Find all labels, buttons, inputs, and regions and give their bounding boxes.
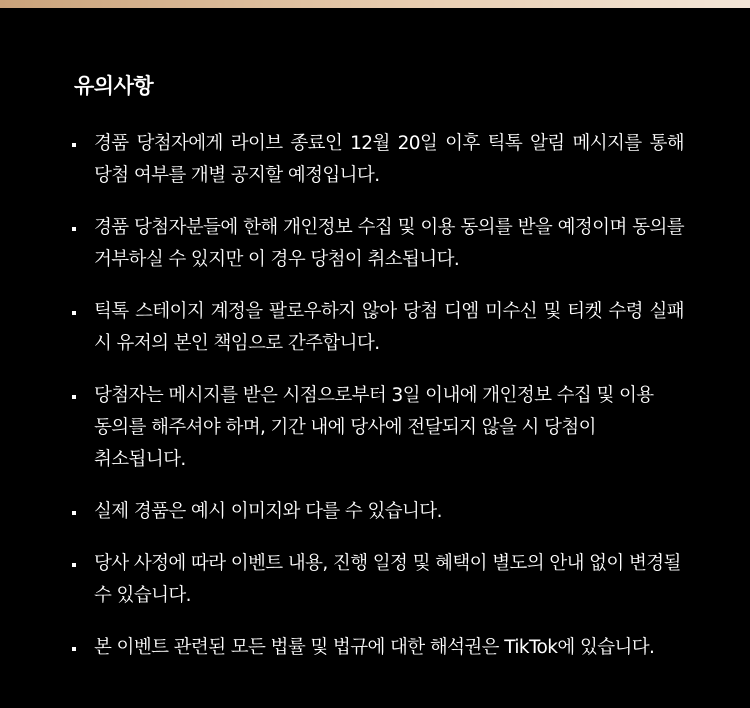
notice-item-1 (72, 128, 684, 192)
notice-text: 경품 당첨자에게 라이브 종료인 12월 20일 이후 틱톡 알림 메시지를 통해 당첨 여부를 개별 공지할 예정입니다. (94, 133, 684, 186)
notice-item-4 (72, 380, 684, 476)
bullet-icon (72, 563, 76, 567)
notice-item-3 (72, 296, 684, 360)
notice-text: 틱톡 스테이지 계정을 팔로우하지 않아 당첨 디엠 미수신 및 티켓 수령 실패 시 유저의 본인 책임으로 간주합니다. (94, 301, 684, 354)
notice-item-7 (72, 632, 684, 664)
notice-text: 경품 당첨자분들에 한해 개인정보 수집 및 이용 동의를 받을 예정이며 동의를 거부하실 수 있지만 이 경우 당첨이 취소됩니다. (94, 217, 684, 270)
section-title: 유의사항 (74, 74, 154, 98)
notice-item-2 (72, 212, 684, 276)
bullet-icon (72, 143, 76, 147)
notice-text: 본 이벤트 관련된 모든 법률 및 법규에 대한 해석권은 TikTok에 있습니다. (94, 637, 655, 658)
bullet-icon (72, 395, 76, 399)
notice-item-5 (72, 496, 684, 528)
bullet-icon (72, 311, 76, 315)
bullet-icon (72, 227, 76, 231)
notice-text: 실제 경품은 예시 이미지와 다를 수 있습니다. (94, 501, 442, 522)
notice-text: 당첨자는 메시지를 받은 시점으로부터 3일 이내에 개인정보 수집 및 이용 동의를 해주셔야 하며, 기간 내에 당사에 전달되지 않을 시 당첨이 취소됩니다. (94, 385, 654, 470)
bullet-icon (72, 511, 76, 515)
notice-item-6 (72, 548, 684, 612)
notice-list (72, 128, 684, 684)
bullet-icon (72, 647, 76, 651)
top-accent-bar (0, 0, 750, 8)
notice-text: 당사 사정에 따라 이벤트 내용, 진행 일정 및 혜택이 별도의 안내 없이 변경될 수 있습니다. (94, 553, 681, 606)
